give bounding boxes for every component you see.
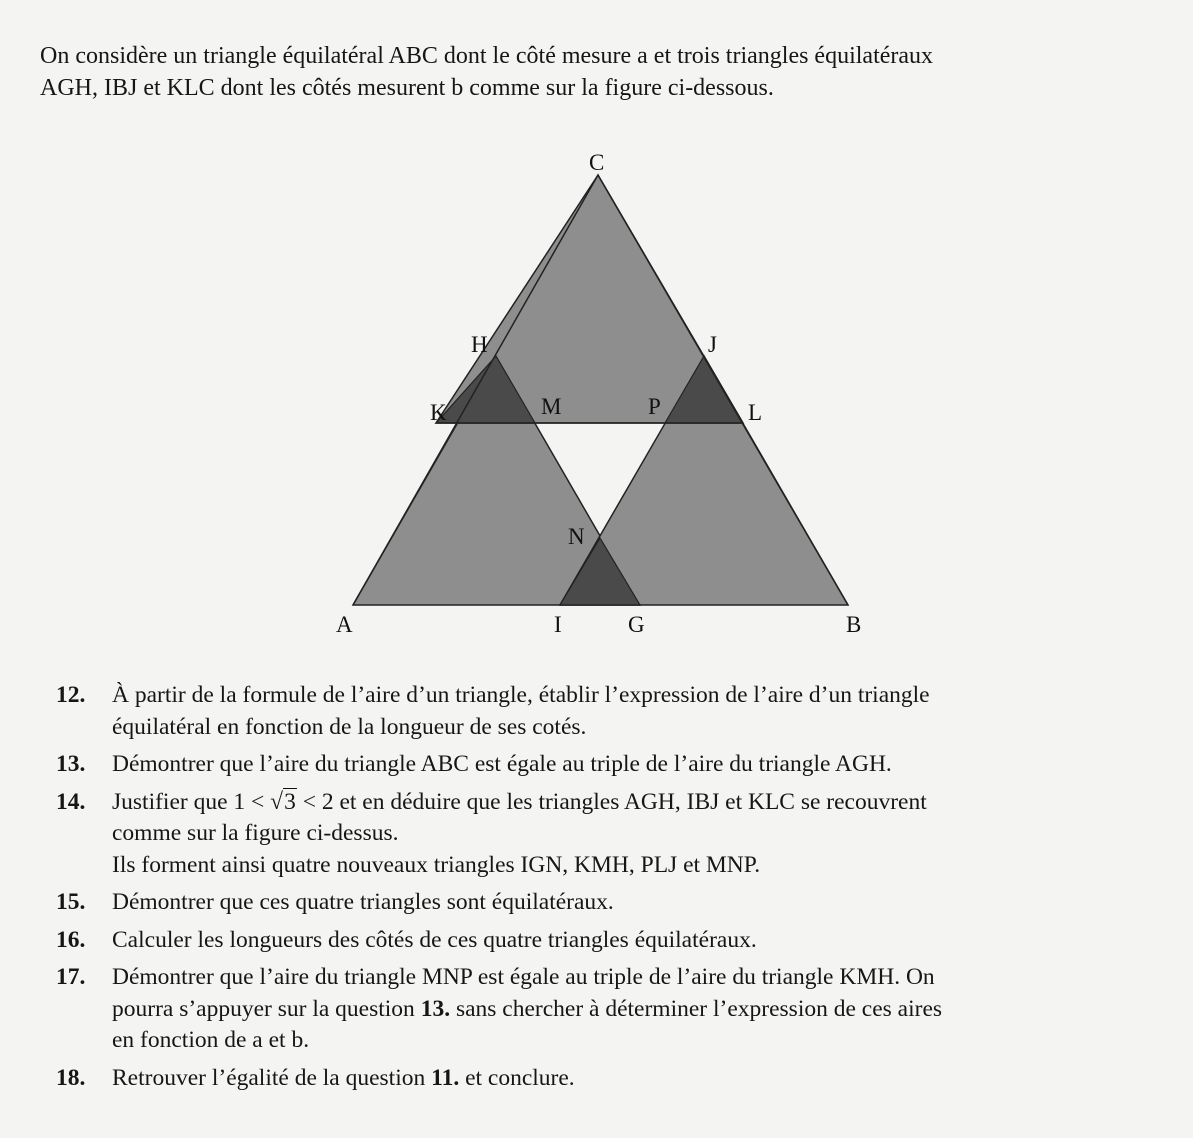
question-16: [56, 925, 1166, 957]
label-P: P: [648, 394, 661, 419]
sqrt-symbol: √3: [270, 788, 296, 815]
question-number: 13.: [56, 751, 86, 777]
label-N: N: [568, 524, 585, 549]
question-text: Démontrer que ces quatre triangles sont équilatéraux.: [112, 889, 614, 915]
question-number: 15.: [56, 889, 86, 915]
question-text: Calculer les longueurs des côtés de ces quatre triangles équilatéraux.: [112, 926, 757, 953]
question-number: 16.: [56, 926, 86, 953]
label-J: J: [708, 332, 717, 357]
question-text: Démontrer que l’aire du triangle ABC est égale au triple de l’aire du triangle AGH.: [112, 751, 892, 777]
question-text: pourra s’appuyer sur la question 13. sans chercher à déterminer l’expression de ces aires: [112, 995, 943, 1022]
question-text: Démontrer que l’aire du triangle MNP est égale au triple de l’aire du triangle KMH. On: [112, 964, 935, 990]
label-C: C: [589, 150, 605, 175]
question-text: équilatéral en fonction de la longueur de ses cotés.: [112, 713, 587, 740]
question-14: [56, 787, 1166, 882]
question-list: [56, 680, 1166, 1100]
question-13: [56, 749, 1166, 781]
label-B: B: [846, 612, 862, 637]
question-text: en fonction de a et b.: [112, 1027, 310, 1053]
question-number: 12.: [56, 682, 86, 708]
question-number: 17.: [56, 964, 86, 990]
label-G: G: [628, 612, 645, 637]
question-text: À partir de la formule de l’aire d’un triangle, établir l’expression de l’aire d’un triangle: [112, 682, 930, 708]
question-text: comme sur la figure ci-dessus.: [112, 820, 399, 846]
label-K: K: [430, 400, 447, 425]
label-H: H: [471, 332, 488, 357]
question-text: Retrouver l’égalité de la question 11. et conclure.: [112, 1064, 575, 1091]
label-L: L: [748, 400, 763, 425]
question-text: Ils forment ainsi quatre nouveaux triangles IGN, KMH, PLJ et MNP.: [112, 851, 761, 878]
question-18: [56, 1063, 1166, 1095]
label-A: A: [336, 612, 353, 637]
question-number: 18.: [56, 1064, 86, 1091]
intro-line-1: On considère un triangle équilatéral ABC dont le côté mesure a et trois triangles équilatéraux: [40, 43, 934, 69]
question-17: [56, 962, 1166, 1057]
label-I: I: [554, 612, 562, 637]
question-15: [56, 887, 1166, 919]
question-12: [56, 680, 1166, 743]
question-number: 14.: [56, 788, 86, 815]
label-M: M: [541, 394, 562, 419]
question-text: Justifier que 1 < √3 < 2 et en déduire que les triangles AGH, IBJ et KLC se recouvrent: [112, 788, 927, 815]
intro-line-2: AGH, IBJ et KLC dont les côtés mesurent b comme sur la figure ci-dessous.: [40, 75, 774, 101]
